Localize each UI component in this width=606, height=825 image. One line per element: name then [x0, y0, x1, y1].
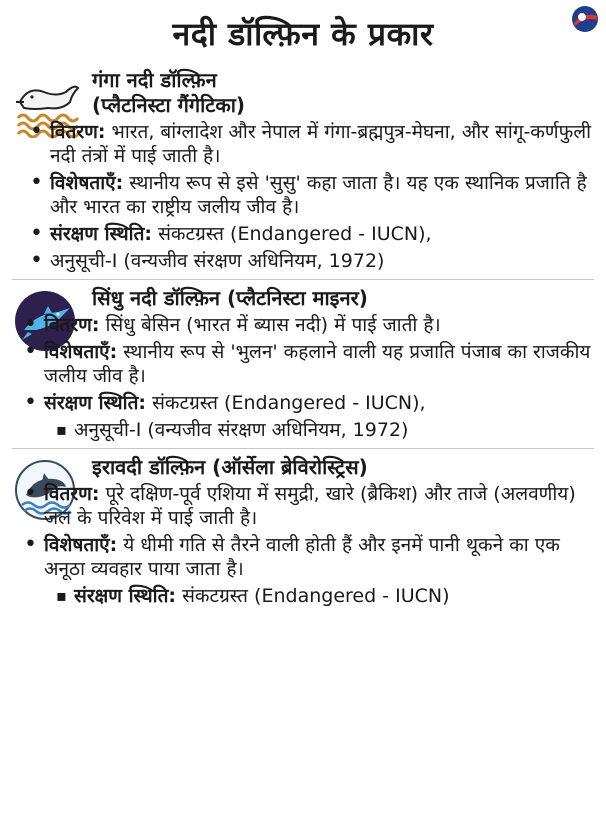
indus-dolphin-section	[0, 286, 606, 442]
divider	[12, 279, 594, 280]
features-text: स्थानीय रूप से इसे 'सुसु' कहा जाता है। यह एक स्थानिक प्रजाति है और भारत का राष्ट्रीय जलीय जीव है।	[50, 172, 587, 218]
distribution-text: भारत, बांग्लादेश और नेपाल में गंगा-ब्रह्मपुत्र-मेघना, और सांगू-कर्णफुली नदी तंत्रों में पाई जाती है।	[50, 121, 592, 167]
distribution-label: वितरण:	[44, 314, 100, 336]
list-item-status	[22, 391, 592, 415]
irrawaddy-dolphin-facts	[22, 482, 592, 608]
list-item-status	[28, 222, 592, 246]
features-label: विशेषताएँ:	[44, 534, 118, 556]
distribution-label: वितरण:	[44, 483, 100, 505]
list-item-distribution	[28, 120, 592, 168]
features-text: ये धीमी गति से तैरने वाली होती हैं और इनमें पानी थूकने का एक अनूठा व्यवहार पाया जाता है।	[44, 534, 560, 580]
features-label: विशेषताएँ:	[44, 341, 118, 363]
brand-logo-icon	[570, 4, 600, 34]
status-label: संरक्षण स्थिति:	[50, 223, 153, 245]
status-label: संरक्षण स्थिति:	[44, 392, 147, 414]
list-item-features	[28, 171, 592, 219]
list-item-features	[22, 533, 592, 581]
list-item-schedule	[28, 249, 592, 273]
page-title: नदी डॉल्फ़िन के प्रकार	[172, 15, 434, 53]
ganga-dolphin-section	[0, 68, 606, 273]
list-item-distribution	[22, 482, 592, 530]
ganga-dolphin-scientific-name: (प्लैटनिस्टा गैंगेटिका)	[92, 93, 246, 117]
distribution-text: सिंधु बेसिन (भारत में ब्यास नदी) में पाई जाती है।	[105, 314, 441, 336]
ganga-dolphin-facts	[28, 120, 592, 273]
indus-dolphin-name: सिंधु नदी डॉल्फ़िन (प्लैटनिस्टा माइनर)	[92, 286, 368, 310]
features-text: स्थानीय रूप से 'भुलन' कहलाने वाली यह प्रजाति पंजाब का राजकीय जलीय जीव है।	[44, 341, 591, 387]
divider	[12, 448, 594, 449]
list-item-status	[52, 584, 592, 608]
status-text: संकटग्रस्त (Endangered - IUCN),	[152, 392, 426, 414]
ganga-dolphin-name: गंगा नदी डॉल्फ़िन	[92, 68, 217, 92]
schedule-text: अनुसूची-I (वन्यजीव संरक्षण अधिनियम, 1972)	[50, 250, 385, 272]
features-label: विशेषताएँ:	[50, 172, 124, 194]
list-item-distribution	[22, 313, 592, 337]
distribution-label: वितरण:	[50, 121, 106, 143]
indus-dolphin-facts	[22, 313, 592, 442]
irrawaddy-dolphin-section	[0, 455, 606, 608]
status-label: संरक्षण स्थिति:	[74, 585, 177, 607]
list-item-features	[22, 340, 592, 388]
list-item-schedule	[52, 418, 592, 442]
schedule-text: अनुसूची-I (वन्यजीव संरक्षण अधिनियम, 1972)	[74, 419, 409, 441]
irrawaddy-dolphin-name: इरावदी डॉल्फ़िन (ऑर्सेला ब्रेविरोस्ट्रिस)	[92, 455, 368, 479]
distribution-text: पूरे दक्षिण-पूर्व एशिया में समुद्री, खारे (ब्रैकिश) और ताजे (अलवणीय) जल के परिवेश में पाई जाती है।	[44, 483, 576, 529]
status-text: संकटग्रस्त (Endangered - IUCN),	[158, 223, 432, 245]
status-text: संकटग्रस्त (Endangered - IUCN)	[182, 585, 450, 607]
